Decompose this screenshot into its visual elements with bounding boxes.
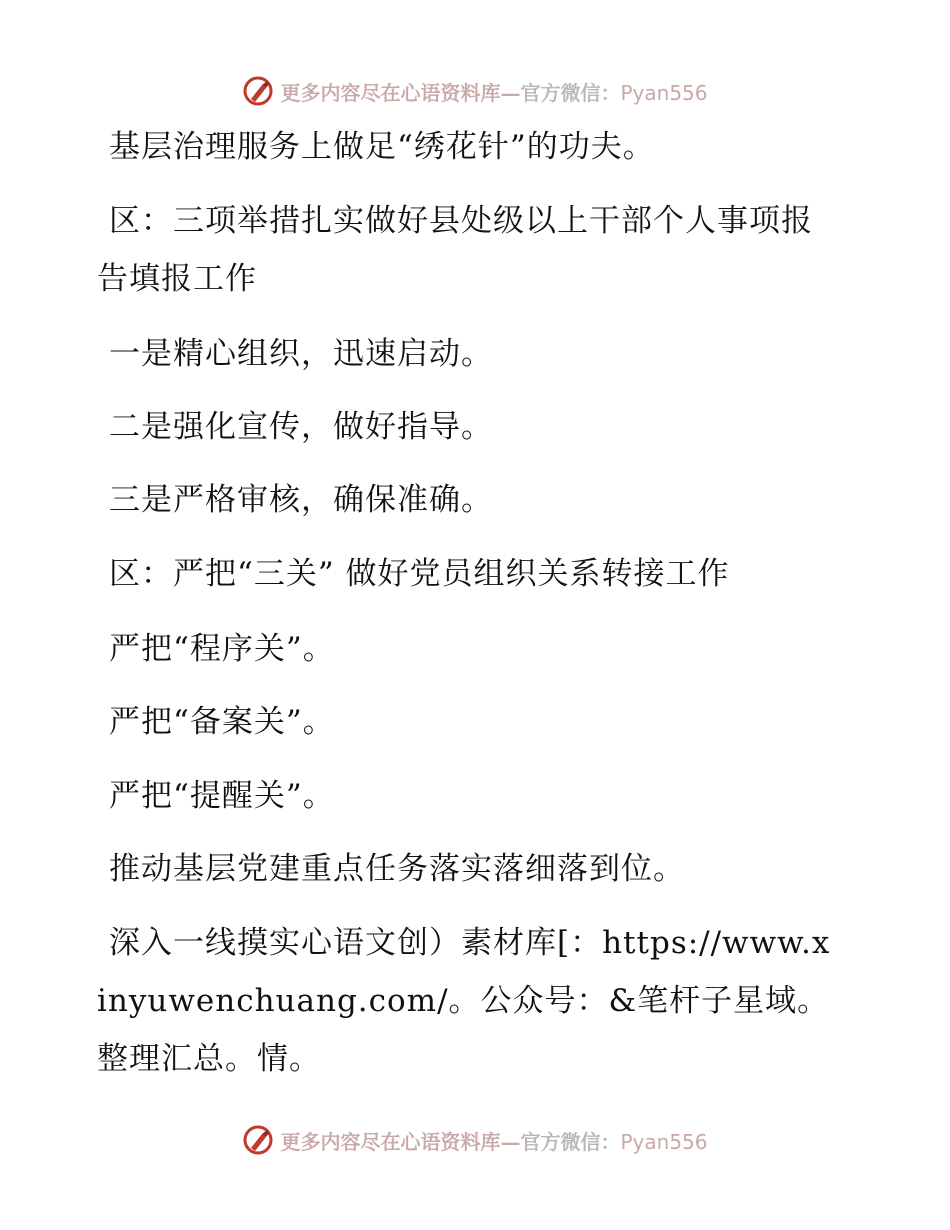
paragraph-10: 推动基层党建重点任务落实落细落到位。 — [109, 851, 685, 887]
paragraph-9: 严把“提醒关”。 — [109, 778, 335, 814]
watermark-text — [280, 1126, 707, 1155]
paragraph-6: 区：严把“三关” 做好党员组织关系转接工作 — [109, 556, 730, 592]
watermark-site: 更多内容尽在心语资料库 — [280, 1129, 501, 1154]
watermark-separator: — — [500, 1129, 521, 1154]
paragraph-3: 一是精心组织，迅速启动。 — [109, 336, 493, 372]
watermark-text — [280, 77, 707, 106]
watermark-wechat-label: 官方微信： — [520, 80, 621, 105]
paragraph-4: 二是强化宣传，做好指导。 — [109, 409, 493, 445]
paragraph-8: 严把“备案关”。 — [109, 704, 335, 740]
watermark-site: 更多内容尽在心语资料库 — [280, 80, 501, 105]
paragraph-11: 深入一线摸实心语文创）素材库[：https://www.xinyuwenchuang.com/。公众号：&笔杆子星域。整理汇总。情。 — [97, 925, 831, 1077]
paragraph-5: 三是严格审核，确保准确。 — [109, 482, 493, 518]
paragraph-2: 区：三项举措扎实做好县处级以上干部个人事项报告填报工作 — [97, 203, 813, 297]
footer-watermark — [0, 1120, 950, 1160]
watermark-wechat-id: Pyan556 — [620, 80, 708, 105]
watermark-wechat-id: Pyan556 — [620, 1129, 708, 1154]
paragraph-1: 基层治理服务上做足“绣花针”的功夫。 — [109, 129, 655, 165]
paragraph-7: 严把“程序关”。 — [109, 631, 335, 667]
header-watermark — [0, 71, 950, 111]
pen-nib-logo-icon — [242, 1124, 274, 1156]
pen-nib-logo-icon — [242, 75, 274, 107]
watermark-wechat-label: 官方微信： — [520, 1129, 621, 1154]
watermark-separator: — — [500, 80, 521, 105]
